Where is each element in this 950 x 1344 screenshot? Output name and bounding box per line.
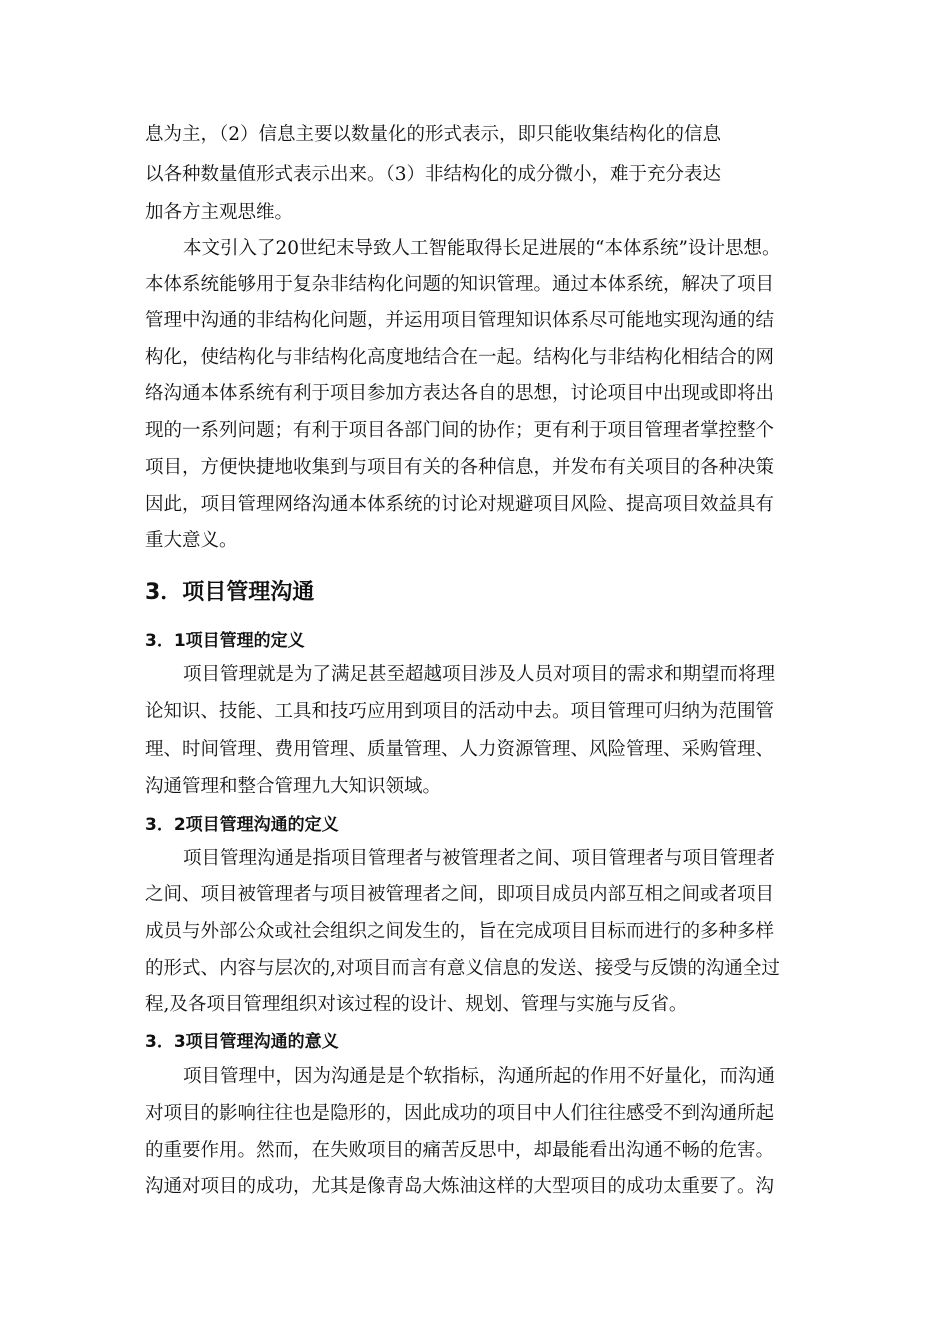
paragraph-line: 的重要作用。然而，在失败项目的痛苦反思中，却最能看出沟通不畅的危害。 (145, 1140, 775, 1161)
paragraph-line: 络沟通本体系统有利于项目参加方表达各自的思想，讨论项目中出现或即将出 (145, 383, 775, 404)
paragraph-line: 沟通管理和整合管理九大知识领域。 (145, 776, 442, 797)
section-heading: 3．项目管理沟通 (145, 580, 315, 605)
paragraph-line: 管理中沟通的非结构化问题，并运用项目管理知识体系尽可能地实现沟通的结 (145, 310, 775, 331)
paragraph-line: 以各种数量值形式表示出来。（3）非结构化的成分微小，难于充分表达 (145, 164, 722, 185)
paragraph-line: 因此，项目管理网络沟通本体系统的讨论对规避项目风险、提高项目效益具有 (145, 494, 775, 515)
subsection-heading: 3．2项目管理沟通的定义 (145, 815, 339, 835)
subsection-heading: 3．3项目管理沟通的意义 (145, 1032, 339, 1052)
paragraph-line: 的形式、内容与层次的,对项目而言有意义信息的发送、接受与反馈的沟通全过 (145, 958, 780, 979)
paragraph-line: 项目管理中，因为沟通是是个软指标，沟通所起的作用不好量化，而沟通 (183, 1066, 776, 1087)
paragraph-line: 项目，方便快捷地收集到与项目有关的各种信息，并发布有关项目的各种决策 (145, 457, 775, 478)
subsection-heading: 3．1项目管理的定义 (145, 631, 305, 651)
paragraph-line: 重大意义。 (145, 530, 238, 551)
paragraph-line: 加各方主观思维。 (145, 202, 294, 223)
paragraph-line: 之间、项目被管理者与项目被管理者之间，即项目成员内部互相之间或者项目 (145, 884, 775, 905)
paragraph-line: 成员与外部公众或社会组织之间发生的，旨在完成项目目标而进行的多种多样 (145, 921, 775, 942)
paragraph-line: 程,及各项目管理组织对该过程的设计、规划、管理与实施与反省。 (145, 994, 688, 1015)
paragraph-line: 理、时间管理、费用管理、质量管理、人力资源管理、风险管理、采购管理、 (145, 739, 775, 760)
paragraph-line: 对项目的影响往往也是隐形的，因此成功的项目中人们往往感受不到沟通所起 (145, 1103, 775, 1124)
paragraph-line: 项目管理沟通是指项目管理者与被管理者之间、项目管理者与项目管理者 (183, 848, 776, 869)
paragraph-line: 论知识、技能、工具和技巧应用到项目的活动中去。项目管理可归纳为范围管 (145, 701, 775, 722)
paragraph-line: 项目管理就是为了满足甚至超越项目涉及人员对项目的需求和期望而将理 (183, 664, 776, 685)
paragraph-line: 构化，使结构化与非结构化高度地结合在一起。结构化与非结构化相结合的网 (145, 347, 775, 368)
paragraph-line: 本体系统能够用于复杂非结构化问题的知识管理。通过本体系统，解决了项目 (145, 274, 775, 295)
paragraph-line: 现的一系列问题；有利于项目各部门间的协作；更有利于项目管理者掌控整个 (145, 420, 775, 441)
paragraph-line: 沟通对项目的成功，尤其是像青岛大炼油这样的大型项目的成功太重要了。沟 (145, 1176, 775, 1197)
paragraph-line: 息为主，（2）信息主要以数量化的形式表示，即只能收集结构化的信息 (145, 124, 722, 145)
paragraph-line: 本文引入了20世纪末导致人工智能取得长足进展的“本体系统”设计思想。 (183, 238, 781, 259)
